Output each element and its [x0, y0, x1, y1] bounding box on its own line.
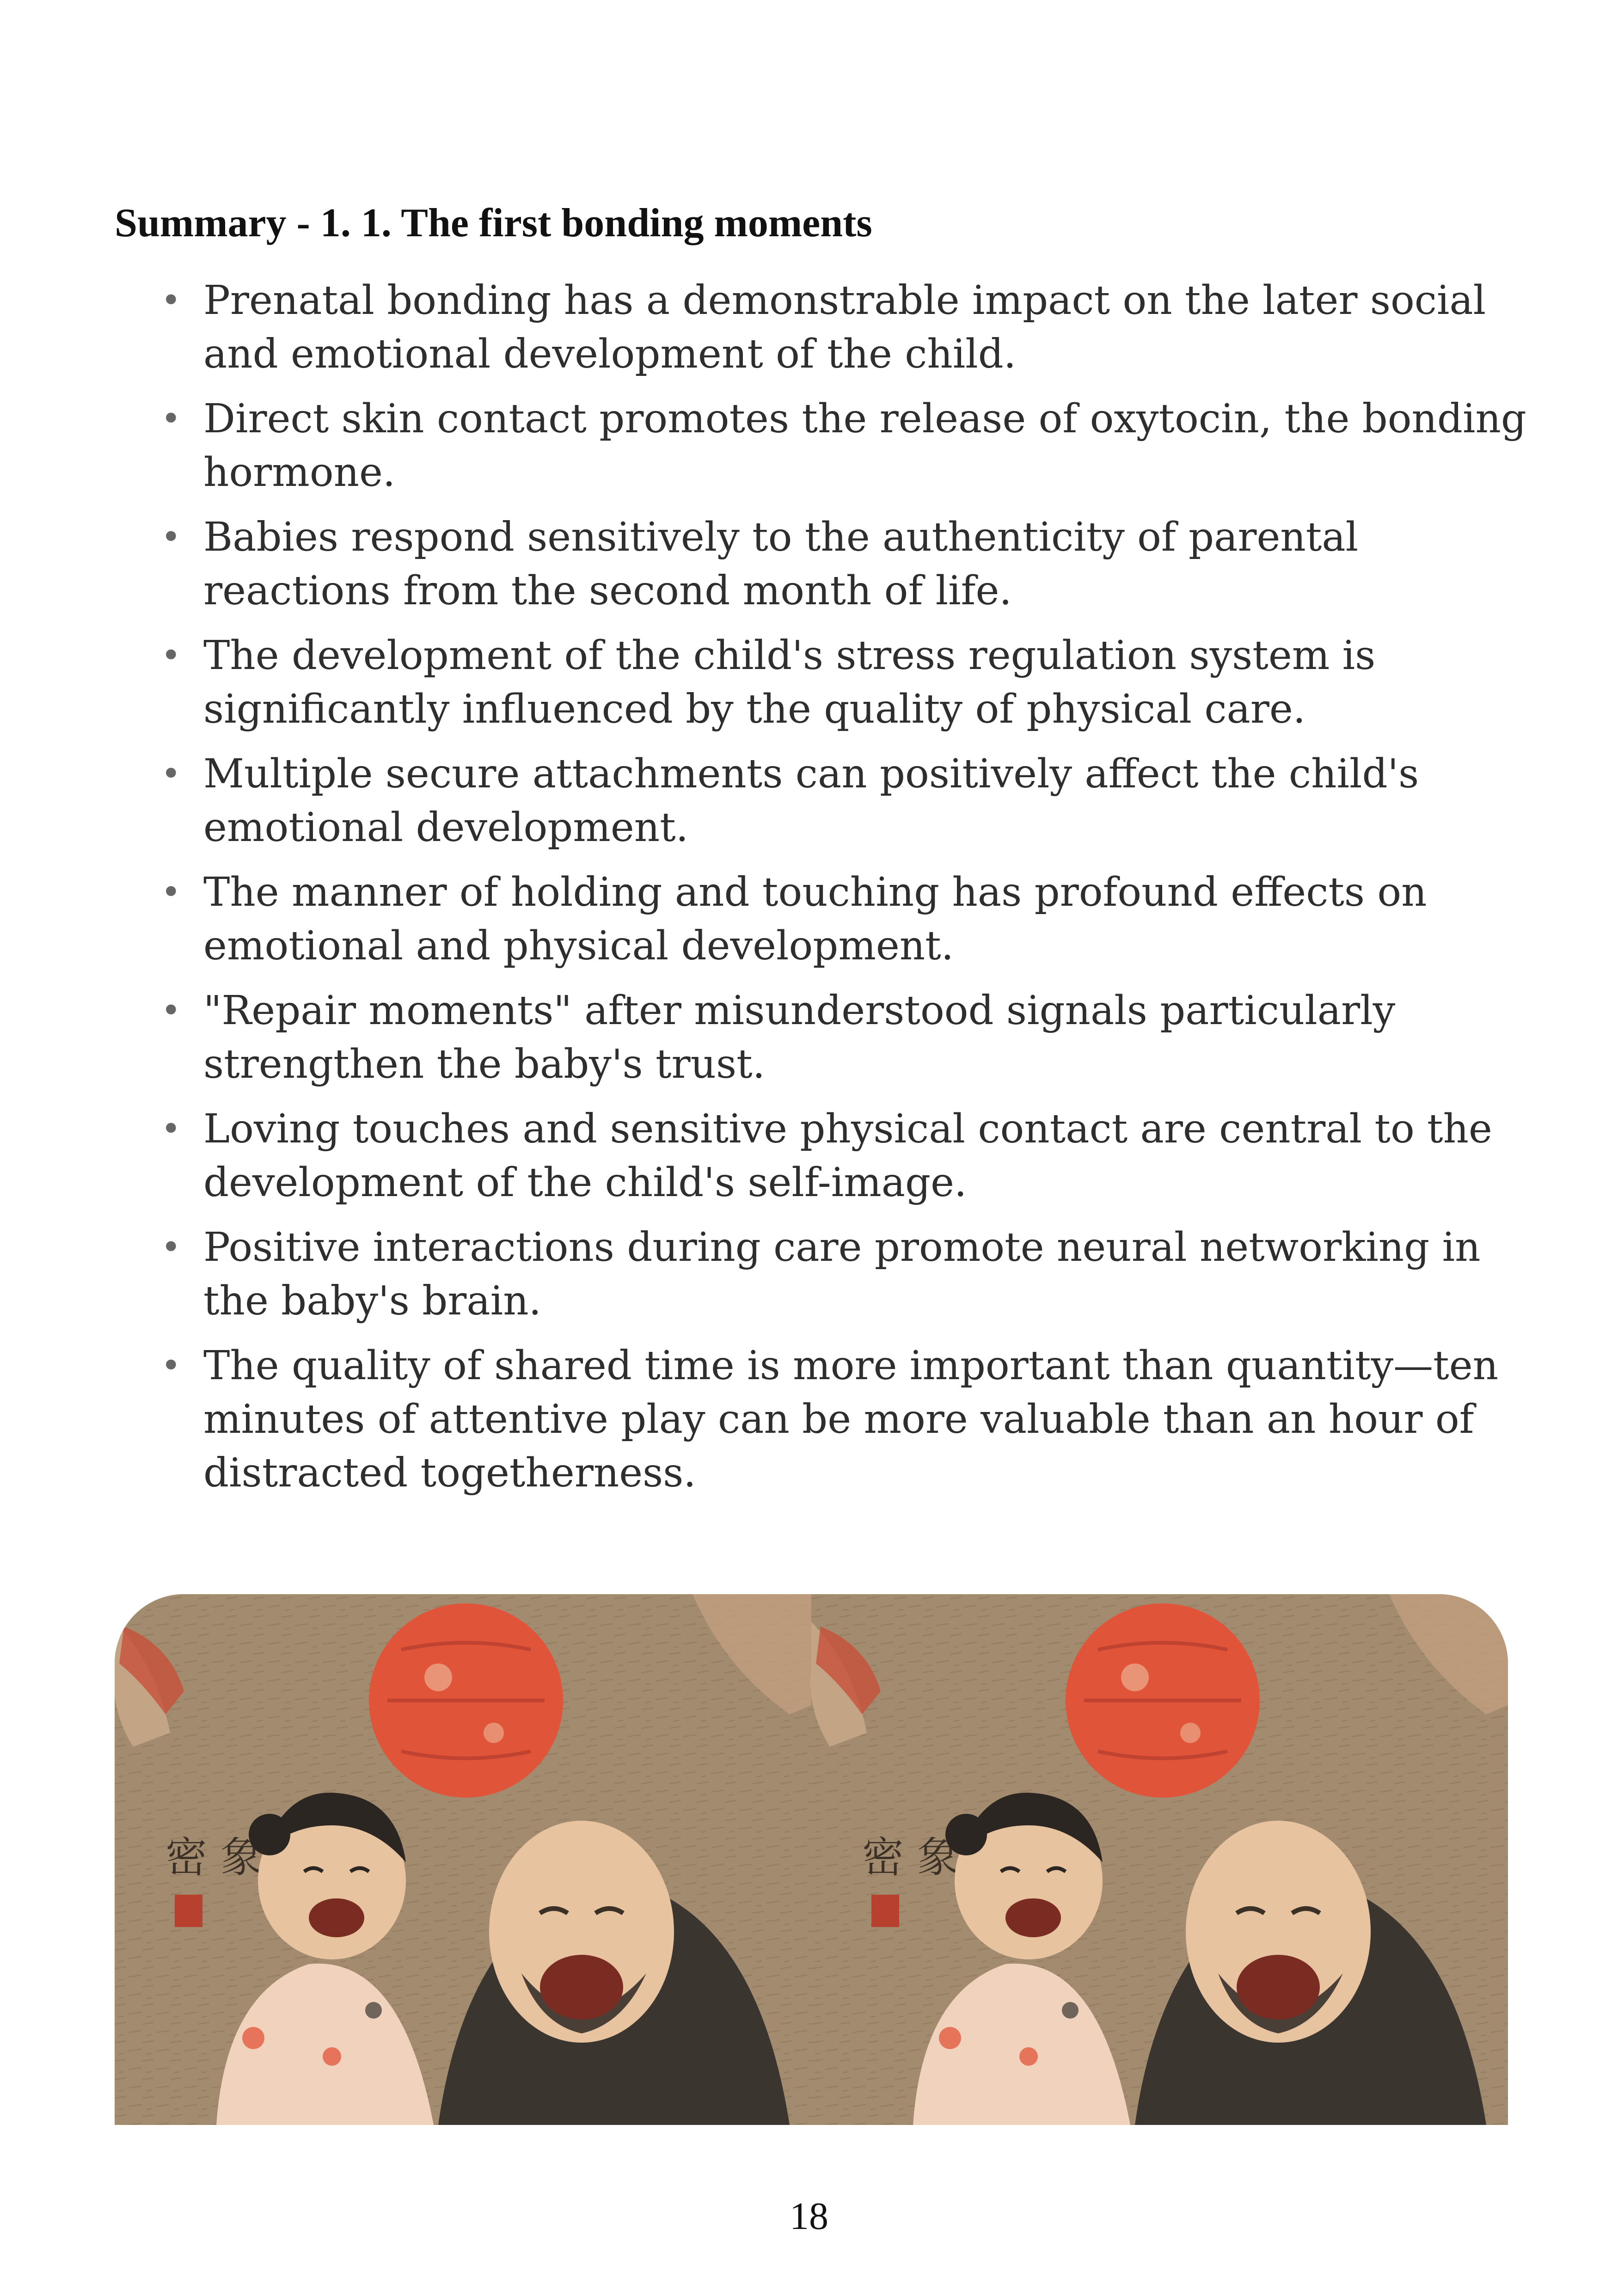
bullet-text: The quality of shared time is more important than quantity—ten minutes of attentive play can be more valuable than an hour of distracted togetherness. [203, 1343, 1499, 1496]
bullet-item [157, 866, 1553, 973]
bullet-dot: • [161, 517, 181, 557]
bullet-item [157, 1102, 1553, 1209]
bullet-dot: • [161, 399, 181, 439]
bullet-dot: • [161, 1109, 181, 1149]
bullet-dot: • [161, 991, 181, 1031]
bullet-text: Babies respond sensitively to the authenticity of parental reactions from the second month of life. [203, 514, 1359, 614]
bullet-text: Direct skin contact promotes the release of oxytocin, the bonding hormone. [203, 396, 1526, 496]
bullet-dot: • [161, 1228, 181, 1267]
bullet-text: Loving touches and sensitive physical contact are central to the development of the child's self-image. [203, 1106, 1492, 1206]
illustration-artwork [115, 1594, 1508, 2125]
bullet-text: "Repair moments" after misunderstood signals particularly strengthen the baby's trust. [203, 988, 1396, 1087]
bullet-text: Positive interactions during care promote neural networking in the baby's brain. [203, 1224, 1481, 1324]
bullet-item [157, 392, 1553, 499]
bullet-dot: • [161, 872, 181, 912]
bullet-text: The development of the child's stress regulation system is significantly influenced by the quality of physical care. [203, 632, 1376, 732]
bullet-text: Multiple secure attachments can positively affect the child's emotional development. [203, 751, 1419, 851]
bullet-dot: • [161, 281, 181, 320]
bullet-item [157, 1339, 1553, 1500]
page-number: 18 [790, 2195, 828, 2238]
bullet-dot: • [161, 754, 181, 794]
bullet-item [157, 984, 1553, 1091]
illustration-grandfather-and-child [115, 1594, 1508, 2125]
bullet-item [157, 747, 1553, 854]
bullet-dot: • [161, 1346, 181, 1386]
bullet-item [157, 510, 1553, 618]
summary-heading: Summary - 1. 1. The first bonding moments [115, 201, 872, 246]
bullet-item [157, 1221, 1553, 1328]
bullet-text: Prenatal bonding has a demonstrable impact on the later social and emotional development of the child. [203, 277, 1486, 377]
summary-bullet-list [157, 274, 1553, 1511]
bullet-item [157, 629, 1553, 736]
bullet-text: The manner of holding and touching has profound effects on emotional and physical development. [203, 869, 1427, 969]
bullet-item [157, 274, 1553, 381]
bullet-dot: • [161, 636, 181, 675]
